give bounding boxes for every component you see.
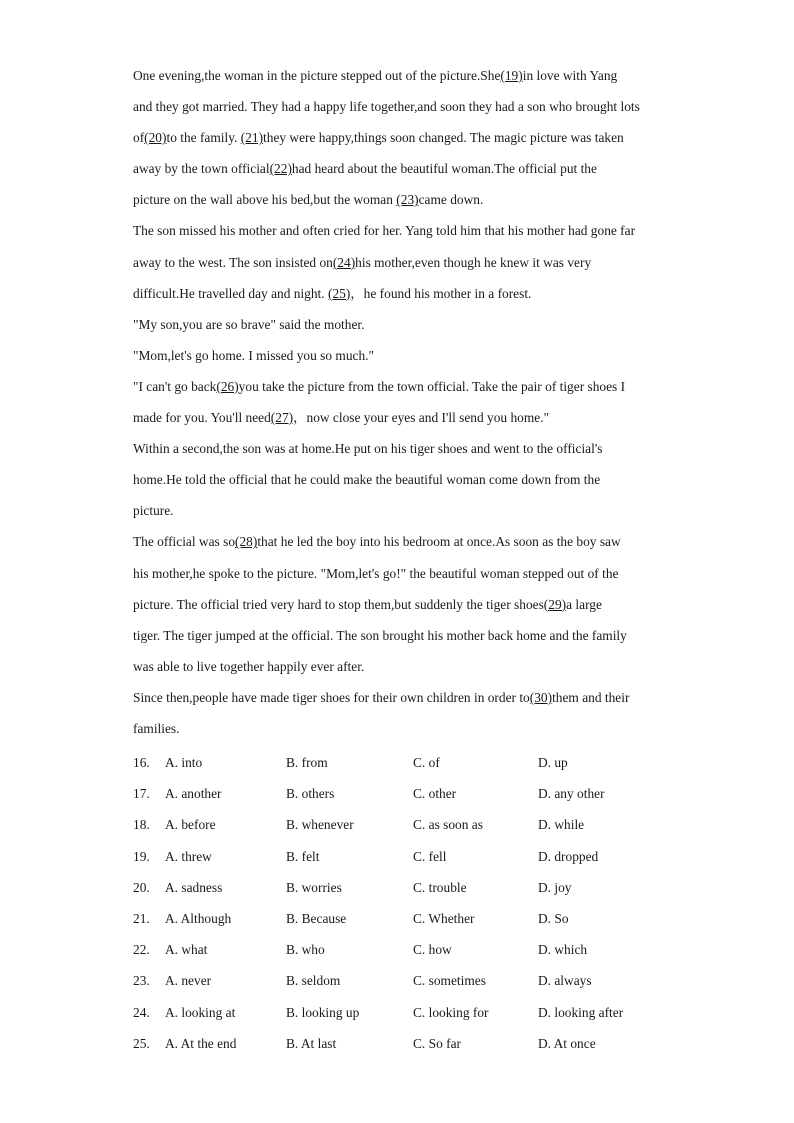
passage-text: in love with Yang bbox=[522, 68, 618, 83]
option-a[interactable]: A. sadness bbox=[165, 879, 223, 895]
option-a[interactable]: A. At the end bbox=[165, 1035, 237, 1051]
option-d[interactable]: D. always bbox=[538, 973, 592, 989]
option-c[interactable]: C. how bbox=[413, 942, 452, 958]
passage-text: "Mom,let's go home. I missed you so much." bbox=[133, 347, 374, 363]
option-a[interactable]: A. into bbox=[165, 755, 203, 770]
passage-line bbox=[133, 247, 663, 278]
passage-text: picture. The official tried very hard to stop them,but suddenly the tiger shoes bbox=[133, 596, 544, 612]
passage bbox=[133, 60, 663, 744]
passage-text: you take the picture from the town official. Take the pair of tiger shoes I bbox=[238, 378, 626, 394]
option-b[interactable]: B. seldom bbox=[286, 973, 341, 989]
question-number: 20. bbox=[133, 879, 150, 895]
passage-text: Since then,people have made tiger shoes for their own children in order to bbox=[133, 689, 530, 705]
passage-text: to the family. bbox=[166, 130, 241, 146]
passage-text: picture on the wall above his bed,but the woman bbox=[133, 192, 397, 208]
passage-line bbox=[133, 215, 663, 246]
passage-text: of bbox=[133, 130, 145, 146]
passage-text: a large bbox=[566, 596, 602, 612]
passage-text: home.He told the official that he could make the beautiful woman come down from the bbox=[133, 472, 601, 488]
option-c[interactable]: C. of bbox=[413, 755, 440, 770]
passage-line bbox=[133, 184, 663, 215]
option-c[interactable]: C. trouble bbox=[413, 879, 467, 895]
option-c[interactable]: C. So far bbox=[413, 1035, 461, 1051]
question-number: 19. bbox=[133, 848, 150, 864]
passage-line bbox=[133, 713, 663, 744]
passage-text: made for you. You'll need bbox=[133, 410, 271, 426]
question-number: 25. bbox=[133, 1035, 150, 1051]
passage-text: picture. bbox=[133, 503, 174, 519]
blank-marker: (22) bbox=[269, 161, 292, 177]
passage-text: "I can't go back bbox=[133, 378, 217, 394]
passage-line bbox=[133, 91, 663, 122]
question-number: 17. bbox=[133, 786, 150, 802]
passage-text: his mother,even though he knew it was very bbox=[355, 254, 592, 270]
passage-text: difficult.He travelled day and night. bbox=[133, 285, 328, 301]
blank-marker: (29) bbox=[543, 596, 567, 612]
passage-text: One evening,the woman in the picture stepped out of the picture.She bbox=[133, 68, 501, 83]
blank-marker: (27) bbox=[270, 410, 294, 426]
passage-line bbox=[133, 495, 663, 526]
option-d[interactable]: D. up bbox=[538, 755, 568, 770]
option-d[interactable]: D. So bbox=[538, 910, 569, 926]
option-c[interactable]: C. fell bbox=[413, 848, 447, 864]
passage-line bbox=[133, 589, 663, 620]
passage-text: had heard about the beautiful woman.The official put the bbox=[291, 161, 597, 177]
option-b[interactable]: B. At last bbox=[286, 1035, 337, 1051]
option-d[interactable]: D. while bbox=[538, 817, 585, 833]
option-a[interactable]: A. threw bbox=[165, 848, 212, 864]
question-number: 22. bbox=[133, 942, 150, 958]
question-row bbox=[133, 747, 693, 778]
question-row bbox=[133, 965, 693, 996]
passage-text: "My son,you are so brave" said the mother. bbox=[133, 316, 365, 332]
option-b[interactable]: B. whenever bbox=[286, 817, 354, 833]
question-number: 16. bbox=[133, 755, 150, 770]
option-c[interactable]: C. as soon as bbox=[413, 817, 483, 833]
option-b[interactable]: B. felt bbox=[286, 848, 320, 864]
passage-text: was able to live together happily ever after. bbox=[133, 658, 365, 674]
passage-text: The official was so bbox=[133, 534, 236, 550]
passage-text: Within a second,the son was at home.He put on his tiger shoes and went to the official's bbox=[133, 441, 603, 457]
question-row bbox=[133, 778, 693, 809]
option-b[interactable]: B. from bbox=[286, 755, 328, 770]
passage-line bbox=[133, 309, 663, 340]
question-row bbox=[133, 809, 693, 840]
option-a[interactable]: A. never bbox=[165, 973, 212, 989]
passage-text: The son missed his mother and often cried for her. Yang told him that his mother had gone far bbox=[133, 223, 636, 239]
blank-marker: (26) bbox=[216, 378, 239, 394]
option-b[interactable]: B. looking up bbox=[286, 1004, 360, 1020]
blank-marker: (25) bbox=[327, 285, 351, 301]
passage-line bbox=[133, 464, 663, 495]
passage-text: away by the town official bbox=[133, 161, 270, 177]
passage-line bbox=[133, 651, 663, 682]
question-row bbox=[133, 841, 693, 872]
option-a[interactable]: A. Although bbox=[165, 910, 232, 926]
passage-line bbox=[133, 682, 663, 713]
option-d[interactable]: D. looking after bbox=[538, 1004, 624, 1020]
blank-marker: (23) bbox=[396, 192, 419, 208]
option-d[interactable]: D. which bbox=[538, 942, 588, 958]
passage-line bbox=[133, 620, 663, 651]
passage-text: and they got married. They had a happy life together,and soon they had a son who brought lots bbox=[133, 99, 640, 115]
option-b[interactable]: B. Because bbox=[286, 910, 347, 926]
blank-marker: (30) bbox=[529, 689, 553, 705]
passage-line bbox=[133, 340, 663, 371]
option-c[interactable]: C. sometimes bbox=[413, 973, 486, 989]
question-row bbox=[133, 1028, 693, 1059]
passage-text: tiger. The tiger jumped at the official. The son brought his mother back home and the family bbox=[133, 627, 627, 643]
passage-text: ，now close your eyes and I'll send you home." bbox=[293, 410, 550, 426]
option-c[interactable]: C. other bbox=[413, 786, 457, 802]
passage-text: his mother,he spoke to the picture. "Mom,let's go!" the beautiful woman stepped out of the bbox=[133, 565, 619, 581]
passage-line bbox=[133, 526, 663, 557]
question-number: 18. bbox=[133, 817, 150, 833]
passage-text: that he led the boy into his bedroom at once.As soon as the boy saw bbox=[257, 534, 621, 550]
passage-text: away to the west. The son insisted on bbox=[133, 254, 333, 270]
passage-text: came down. bbox=[418, 192, 484, 208]
options-list bbox=[133, 747, 693, 1059]
passage-line bbox=[133, 558, 663, 589]
question-number: 23. bbox=[133, 973, 150, 989]
blank-marker: (21) bbox=[240, 130, 264, 146]
blank-marker: (20) bbox=[144, 130, 167, 146]
option-d[interactable]: D. At once bbox=[538, 1035, 596, 1051]
option-b[interactable]: B. who bbox=[286, 942, 325, 958]
question-row bbox=[133, 872, 693, 903]
passage-line bbox=[133, 153, 663, 184]
option-a[interactable]: A. looking at bbox=[165, 1004, 236, 1020]
passage-text: ，he found his mother in a forest. bbox=[350, 285, 532, 301]
question-number: 24. bbox=[133, 1004, 150, 1020]
question-row bbox=[133, 903, 693, 934]
passage-text: families. bbox=[133, 720, 180, 736]
passage-line bbox=[133, 402, 663, 433]
option-b[interactable]: B. others bbox=[286, 786, 335, 802]
passage-line bbox=[133, 371, 663, 402]
option-d[interactable]: D. dropped bbox=[538, 848, 599, 864]
blank-marker: (28) bbox=[235, 534, 258, 550]
passage-text: they were happy,things soon changed. The magic picture was taken bbox=[263, 130, 624, 146]
question-row bbox=[133, 934, 693, 965]
option-d[interactable]: D. any other bbox=[538, 786, 605, 802]
option-c[interactable]: C. looking for bbox=[413, 1004, 489, 1020]
passage-text: them and their bbox=[552, 689, 630, 705]
option-a[interactable]: A. before bbox=[165, 817, 216, 833]
option-c[interactable]: C. Whether bbox=[413, 910, 475, 926]
option-a[interactable]: A. another bbox=[165, 786, 222, 802]
passage-line bbox=[133, 278, 663, 309]
option-a[interactable]: A. what bbox=[165, 942, 208, 958]
question-number: 21. bbox=[133, 910, 150, 926]
option-b[interactable]: B. worries bbox=[286, 879, 342, 895]
question-row bbox=[133, 997, 693, 1028]
blank-marker: (24) bbox=[332, 254, 356, 270]
passage-line bbox=[133, 433, 663, 464]
passage-line bbox=[133, 122, 663, 153]
passage-line bbox=[133, 60, 663, 91]
option-d[interactable]: D. joy bbox=[538, 879, 572, 895]
blank-marker: (19) bbox=[500, 68, 523, 83]
